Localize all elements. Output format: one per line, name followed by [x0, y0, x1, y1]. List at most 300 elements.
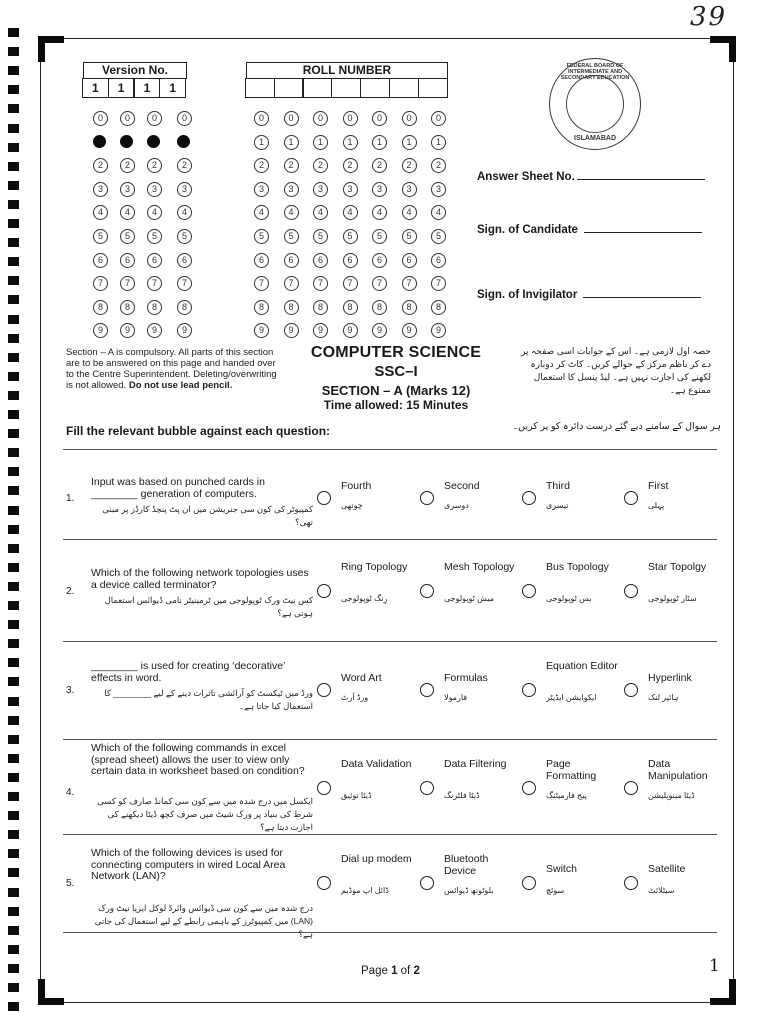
class-title: SSC–I — [374, 363, 418, 380]
roll-bubble[interactable]: 6 — [372, 253, 387, 268]
timing-mark — [8, 429, 19, 438]
page-total: 2 — [413, 965, 420, 977]
timing-mark — [8, 525, 19, 534]
answer-option[interactable] — [522, 836, 618, 926]
roll-bubble[interactable]: 1 — [431, 135, 446, 150]
instructions-warning: Do not use lead pencil. — [128, 380, 233, 391]
roll-bubble[interactable]: 0 — [372, 111, 387, 126]
question-text-urdu: ورڈ میں ٹیکسٹ کو آرائشی تاثرات دینے کے لیے ________ کا استعمال کیا جاتا ہے۔ — [104, 688, 313, 711]
timing-mark — [8, 639, 19, 648]
answer-option-urdu: سوئچ — [546, 886, 565, 895]
roll-bubble[interactable]: 4 — [254, 205, 269, 220]
answer-option-urdu: پہلی — [648, 501, 665, 510]
roll-bubble[interactable]: 4 — [313, 205, 328, 220]
roll-bubble[interactable]: 8 — [431, 300, 446, 315]
timing-mark — [8, 620, 19, 629]
answer-option-label: Bluetooth Device — [444, 853, 489, 877]
roll-bubble[interactable]: 0 — [343, 111, 358, 126]
roll-bubble[interactable]: 7 — [343, 276, 358, 291]
answer-option-label: Formulas — [444, 672, 488, 684]
answer-option[interactable] — [317, 741, 413, 831]
exam-title-block — [291, 344, 501, 412]
subject-title: COMPUTER SCIENCE — [310, 344, 482, 361]
timing-mark — [8, 945, 19, 954]
version-bubble[interactable]: 3 — [120, 182, 135, 197]
answer-option-label: Data Filtering — [444, 758, 507, 770]
answer-bubble[interactable] — [624, 491, 638, 505]
version-bubble[interactable]: 9 — [147, 323, 162, 338]
timing-mark — [8, 601, 19, 610]
version-bubble[interactable]: 0 — [147, 111, 162, 126]
timing-mark — [8, 658, 19, 667]
answer-option-label: Dial up modem — [341, 853, 412, 865]
roll-bubble[interactable]: 7 — [431, 276, 446, 291]
page-middle: of — [397, 965, 414, 977]
answer-option-label: Third — [546, 480, 570, 492]
roll-bubble[interactable]: 5 — [431, 229, 446, 244]
roll-digit-cell[interactable] — [418, 78, 448, 98]
candidate-signature-field[interactable] — [477, 222, 702, 236]
roll-bubble[interactable]: 9 — [313, 323, 328, 338]
timing-mark — [8, 563, 19, 572]
roll-digit-cell[interactable] — [274, 78, 304, 98]
answer-option[interactable] — [420, 741, 516, 831]
answer-option-label: Bus Topology — [546, 561, 609, 573]
question-divider — [63, 739, 717, 740]
answer-option[interactable] — [624, 741, 720, 831]
version-bubble[interactable] — [177, 135, 190, 148]
question-text: Which of the following commands in excel (spread sheet) allows the user to view only certain data in worksheet based on condition? — [91, 742, 305, 777]
question-divider — [63, 449, 717, 450]
answer-option[interactable] — [420, 643, 516, 733]
page-current: 1 — [391, 965, 398, 977]
version-bubble[interactable] — [120, 135, 133, 148]
roll-bubble[interactable]: 7 — [372, 276, 387, 291]
version-bubble[interactable]: 8 — [147, 300, 162, 315]
answer-sheet — [40, 38, 734, 1003]
roll-digit-cell[interactable] — [302, 78, 332, 98]
corner-mark-top-left — [38, 36, 64, 62]
answer-option-label: Ring Topology — [341, 561, 408, 573]
answer-option-label: Second — [444, 480, 480, 492]
version-bubble[interactable]: 5 — [147, 229, 162, 244]
timing-mark — [8, 200, 19, 209]
version-bubble[interactable]: 3 — [147, 182, 162, 197]
answer-option[interactable] — [522, 544, 618, 634]
roll-bubble[interactable]: 2 — [402, 158, 417, 173]
question-row — [41, 643, 733, 733]
answer-option-urdu: سٹار ٹوپولوجی — [648, 594, 697, 603]
invigilator-signature-blank[interactable] — [583, 287, 701, 298]
answer-option-label: Satellite — [648, 863, 686, 875]
roll-bubble[interactable]: 6 — [431, 253, 446, 268]
roll-bubble[interactable]: 2 — [284, 158, 299, 173]
version-bubble[interactable]: 7 — [93, 276, 108, 291]
timing-mark — [8, 868, 19, 877]
roll-bubble[interactable]: 3 — [343, 182, 358, 197]
timing-mark — [8, 1002, 19, 1011]
version-bubble[interactable]: 0 — [93, 111, 108, 126]
answer-option-urdu: ڈیٹا فلٹرنگ — [444, 791, 480, 800]
corner-mark-bottom-left — [38, 979, 64, 1005]
version-digit: 1 — [159, 78, 186, 98]
roll-bubble[interactable]: 1 — [402, 135, 417, 150]
answer-bubble[interactable] — [522, 781, 536, 795]
version-bubble[interactable]: 6 — [177, 253, 192, 268]
roll-bubble[interactable]: 9 — [284, 323, 299, 338]
roll-bubble[interactable]: 6 — [284, 253, 299, 268]
answer-option[interactable] — [624, 451, 720, 541]
roll-bubble[interactable]: 0 — [284, 111, 299, 126]
roll-bubble[interactable]: 7 — [254, 276, 269, 291]
answer-option-urdu: ہائپر لنک — [648, 693, 679, 702]
answer-bubble[interactable] — [420, 584, 434, 598]
timing-mark — [8, 907, 19, 916]
roll-bubble[interactable]: 7 — [313, 276, 328, 291]
roll-bubble[interactable]: 6 — [313, 253, 328, 268]
timing-mark — [8, 104, 19, 113]
answer-option-urdu: فارمولا — [444, 693, 468, 702]
timing-mark — [8, 85, 19, 94]
timing-mark — [8, 181, 19, 190]
fill-instruction-urdu: ہر سوال کے سامنے دیے گئے درست دائرہ کو پر کریں۔ — [512, 421, 721, 432]
roll-bubble[interactable]: 9 — [402, 323, 417, 338]
version-bubble[interactable]: 6 — [147, 253, 162, 268]
roll-bubble[interactable]: 1 — [313, 135, 328, 150]
time-allowed: Time allowed: 15 Minutes — [323, 398, 469, 412]
roll-bubble[interactable]: 1 — [372, 135, 387, 150]
roll-bubble[interactable]: 6 — [254, 253, 269, 268]
roll-bubble[interactable]: 4 — [372, 205, 387, 220]
timing-mark — [8, 467, 19, 476]
answer-bubble[interactable] — [317, 876, 331, 890]
answer-bubble[interactable] — [624, 683, 638, 697]
version-bubble[interactable]: 4 — [147, 205, 162, 220]
answer-option[interactable] — [420, 451, 516, 541]
roll-bubble[interactable]: 8 — [343, 300, 358, 315]
timing-mark — [8, 124, 19, 133]
version-bubble[interactable] — [147, 135, 160, 148]
roll-bubble[interactable]: 0 — [313, 111, 328, 126]
roll-bubble[interactable]: 6 — [343, 253, 358, 268]
roll-bubble[interactable]: 4 — [431, 205, 446, 220]
timing-mark — [8, 964, 19, 973]
answer-option-urdu: پیج فارمیٹنگ — [546, 791, 587, 800]
question-text: Which of the following devices is used for connecting computers in wired Local Area Network (LAN)? — [91, 847, 286, 882]
timing-mark — [8, 677, 19, 686]
timing-mark — [8, 28, 19, 37]
answer-option[interactable] — [522, 451, 618, 541]
corner-mark-top-right — [710, 36, 736, 62]
board-seal-logo — [549, 58, 641, 150]
version-bubble[interactable]: 4 — [177, 205, 192, 220]
timing-mark — [8, 849, 19, 858]
answer-bubble[interactable] — [420, 781, 434, 795]
timing-mark — [8, 448, 19, 457]
answer-bubble[interactable] — [624, 584, 638, 598]
roll-number-title: ROLL NUMBER — [246, 62, 448, 79]
answer-option-label: Hyperlink — [648, 672, 692, 684]
version-bubble[interactable]: 7 — [177, 276, 192, 291]
corner-mark-bottom-right — [710, 979, 736, 1005]
roll-bubble[interactable]: 4 — [343, 205, 358, 220]
roll-bubble[interactable]: 8 — [372, 300, 387, 315]
roll-digit-cell[interactable] — [331, 78, 361, 98]
seal-bottom-text: ISLAMABAD — [574, 135, 616, 142]
version-bubble[interactable]: 0 — [120, 111, 135, 126]
roll-digit-cell[interactable] — [389, 78, 419, 98]
version-bubble[interactable] — [93, 135, 106, 148]
roll-bubble[interactable]: 0 — [254, 111, 269, 126]
roll-bubble[interactable]: 1 — [254, 135, 269, 150]
roll-bubble[interactable]: 2 — [372, 158, 387, 173]
version-bubble[interactable]: 2 — [93, 158, 108, 173]
answer-option-label: Switch — [546, 863, 577, 875]
answer-option[interactable] — [522, 741, 618, 831]
version-bubble[interactable]: 5 — [177, 229, 192, 244]
answer-option-label: Page Formatting — [546, 758, 597, 782]
version-digits — [83, 78, 186, 98]
timing-mark — [8, 773, 19, 782]
answer-bubble[interactable] — [522, 491, 536, 505]
answer-bubble[interactable] — [522, 876, 536, 890]
roll-bubble[interactable]: 5 — [372, 229, 387, 244]
answer-option-urdu: بلوٹوتھ ڈیوائس — [444, 886, 494, 895]
question-divider — [63, 834, 717, 835]
question-row — [41, 741, 733, 831]
timing-mark — [8, 697, 19, 706]
roll-bubble[interactable]: 3 — [284, 182, 299, 197]
question-number: 4. — [66, 787, 75, 798]
version-bubble[interactable]: 4 — [120, 205, 135, 220]
page-indicator — [361, 965, 420, 977]
timing-mark — [8, 353, 19, 362]
version-bubble[interactable]: 0 — [177, 111, 192, 126]
timing-mark — [8, 334, 19, 343]
answer-option-urdu: ڈیٹا توثیق — [341, 791, 372, 800]
answer-sheet-no-blank[interactable] — [577, 169, 705, 180]
question-text-urdu: درج شدہ میں سے کون سی ڈیوائس وائرڈ لوکل ایریا نیٹ ورک (LAN) میں کمپیوٹرز کے باہمی رابطے کے لیے استعمال کی جاتی ہے؟ — [94, 903, 313, 939]
roll-bubble[interactable]: 7 — [402, 276, 417, 291]
version-bubble[interactable]: 2 — [120, 158, 135, 173]
answer-option[interactable] — [420, 544, 516, 634]
timing-mark — [8, 830, 19, 839]
roll-bubble[interactable]: 8 — [313, 300, 328, 315]
seal-top-text: FEDERAL BOARD OF INTERMEDIATE AND SECONDARY EDUCATION — [560, 63, 630, 81]
version-digit: 1 — [82, 78, 109, 98]
version-bubble[interactable]: 2 — [177, 158, 192, 173]
roll-digit-cell[interactable] — [360, 78, 390, 98]
timing-mark — [8, 888, 19, 897]
answer-option-urdu: چوتھی — [341, 501, 363, 510]
version-bubble[interactable]: 5 — [120, 229, 135, 244]
answer-option[interactable] — [624, 836, 720, 926]
answer-option-urdu: میش ٹوپولوجی — [444, 594, 495, 603]
timing-mark — [8, 295, 19, 304]
answer-bubble[interactable] — [420, 683, 434, 697]
instructions-urdu: حصہ اول لازمی ہے۔ اس کے جوابات اسی صفحہ پر دے کر ناظم مرکز کے حوالے کریں۔ کاٹ کر دوبارہ لکھنے کی اجازت نہیں ہے۔ لیڈ پنسل کا استعمال ممنوع ہے۔ — [521, 346, 711, 395]
timing-mark — [8, 315, 19, 324]
answer-bubble[interactable] — [624, 876, 638, 890]
roll-bubble[interactable]: 1 — [284, 135, 299, 150]
answer-bubble[interactable] — [317, 683, 331, 697]
handwritten-page-number: 39 — [690, 2, 728, 32]
question-row — [41, 451, 733, 541]
answer-option[interactable] — [317, 451, 413, 541]
roll-bubble[interactable]: 1 — [343, 135, 358, 150]
answer-option-urdu: تیسری — [546, 501, 569, 510]
version-bubble[interactable]: 7 — [120, 276, 135, 291]
version-bubble[interactable]: 6 — [93, 253, 108, 268]
version-bubble[interactable]: 8 — [177, 300, 192, 315]
version-bubble[interactable]: 6 — [120, 253, 135, 268]
question-number: 2. — [66, 586, 75, 597]
roll-bubble[interactable]: 5 — [254, 229, 269, 244]
timing-mark — [8, 582, 19, 591]
answer-option[interactable] — [317, 836, 413, 926]
answer-option-label: Mesh Topology — [444, 561, 515, 573]
version-bubble[interactable]: 7 — [147, 276, 162, 291]
timing-marks — [8, 28, 20, 1024]
roll-bubble[interactable]: 9 — [431, 323, 446, 338]
timing-mark — [8, 486, 19, 495]
answer-option-label: Word Art — [341, 672, 382, 684]
roll-bubble[interactable]: 4 — [402, 205, 417, 220]
timing-mark — [8, 162, 19, 171]
answer-bubble[interactable] — [420, 491, 434, 505]
timing-mark — [8, 238, 19, 247]
version-bubble[interactable]: 4 — [93, 205, 108, 220]
roll-bubble[interactable]: 9 — [343, 323, 358, 338]
version-bubble[interactable]: 9 — [93, 323, 108, 338]
roll-bubble[interactable]: 4 — [284, 205, 299, 220]
roll-bubble[interactable]: 2 — [254, 158, 269, 173]
timing-mark — [8, 219, 19, 228]
answer-sheet-no-label: Answer Sheet No. — [477, 171, 575, 183]
roll-bubble[interactable]: 2 — [313, 158, 328, 173]
timing-mark — [8, 47, 19, 56]
answer-bubble[interactable] — [522, 584, 536, 598]
roll-bubble[interactable]: 9 — [372, 323, 387, 338]
answer-option[interactable] — [317, 544, 413, 634]
timing-mark — [8, 926, 19, 935]
answer-bubble[interactable] — [420, 876, 434, 890]
instructions-english — [66, 347, 284, 391]
roll-bubble[interactable]: 3 — [372, 182, 387, 197]
version-bubble[interactable]: 9 — [177, 323, 192, 338]
roll-bubble[interactable]: 8 — [254, 300, 269, 315]
candidate-signature-label: Sign. of Candidate — [477, 224, 578, 236]
timing-mark — [8, 811, 19, 820]
invigilator-signature-label: Sign. of Invigilator — [477, 289, 578, 301]
roll-bubble[interactable]: 2 — [431, 158, 446, 173]
timing-mark — [8, 506, 19, 515]
timing-mark — [8, 754, 19, 763]
answer-option-label: Data Validation — [341, 758, 412, 770]
roll-bubble[interactable]: 5 — [284, 229, 299, 244]
roll-digit-cell[interactable] — [245, 78, 275, 98]
question-text: Which of the following network topologies uses a device called terminator? — [91, 567, 309, 591]
answer-sheet-no-field[interactable] — [477, 169, 705, 183]
roll-bubble[interactable]: 0 — [402, 111, 417, 126]
version-bubble[interactable]: 8 — [120, 300, 135, 315]
answer-option[interactable] — [522, 643, 618, 733]
answer-option-label: Star Topolgy — [648, 561, 707, 573]
answer-bubble[interactable] — [624, 781, 638, 795]
answer-option-urdu: بس ٹوپولوجی — [546, 594, 592, 603]
answer-bubble[interactable] — [317, 781, 331, 795]
question-divider — [63, 641, 717, 642]
answer-option[interactable] — [420, 836, 516, 926]
roll-bubble[interactable]: 6 — [402, 253, 417, 268]
timing-mark — [8, 391, 19, 400]
roll-bubble[interactable]: 8 — [284, 300, 299, 315]
roll-bubble[interactable]: 5 — [343, 229, 358, 244]
invigilator-signature-field[interactable] — [477, 287, 701, 301]
roll-bubble[interactable]: 3 — [254, 182, 269, 197]
answer-option[interactable] — [317, 643, 413, 733]
page-prefix: Page — [361, 965, 392, 977]
question-text-urdu: ایکسل میں درج شدہ میں سے کون سی کمانڈ صارف کو کسی شرط کی بنیاد پر ورک شیٹ میں صرف کچھ ڈیٹا دیکھنے کی اجازت دیتا ہے؟ — [97, 796, 313, 832]
fill-instruction: Fill the relevant bubble against each question: — [66, 424, 331, 438]
question-number: 5. — [66, 878, 75, 889]
question-number: 3. — [66, 685, 75, 696]
roll-bubble[interactable]: 5 — [313, 229, 328, 244]
timing-mark — [8, 276, 19, 285]
roll-number-cells[interactable] — [246, 78, 448, 98]
timing-mark — [8, 716, 19, 725]
version-bubble[interactable]: 3 — [177, 182, 192, 197]
roll-bubble[interactable]: 3 — [313, 182, 328, 197]
version-bubble[interactable]: 2 — [147, 158, 162, 173]
timing-mark — [8, 983, 19, 992]
roll-bubble[interactable]: 9 — [254, 323, 269, 338]
roll-bubble[interactable]: 2 — [343, 158, 358, 173]
question-text-urdu: کمپیوٹر کی کون سی جنریشن میں ان پٹ پنچڈ کارڈز پر مبنی تھی؟ — [102, 504, 313, 527]
roll-bubble[interactable]: 3 — [431, 182, 446, 197]
roll-bubble[interactable]: 0 — [431, 111, 446, 126]
answer-option[interactable] — [624, 643, 720, 733]
answer-option-label: Fourth — [341, 480, 372, 492]
roll-bubble[interactable]: 8 — [402, 300, 417, 315]
timing-mark — [8, 792, 19, 801]
question-row — [41, 544, 733, 634]
timing-mark — [8, 257, 19, 266]
roll-bubble[interactable]: 7 — [284, 276, 299, 291]
timing-mark — [8, 372, 19, 381]
version-bubble[interactable]: 3 — [93, 182, 108, 197]
version-bubble[interactable]: 9 — [120, 323, 135, 338]
question-text: ________ is used for creating ‘decorative’ effects in word. — [91, 660, 285, 684]
section-title: SECTION – A (Marks 12) — [321, 383, 471, 398]
answer-option[interactable] — [624, 544, 720, 634]
version-bubble[interactable]: 5 — [93, 229, 108, 244]
corner-page-number: 1 — [709, 956, 720, 976]
version-bubble[interactable]: 8 — [93, 300, 108, 315]
roll-bubble[interactable]: 5 — [402, 229, 417, 244]
answer-bubble[interactable] — [317, 584, 331, 598]
candidate-signature-blank[interactable] — [584, 222, 702, 233]
answer-bubble[interactable] — [317, 491, 331, 505]
answer-option-label: Data Manipulation — [648, 758, 708, 782]
answer-bubble[interactable] — [522, 683, 536, 697]
roll-bubble[interactable]: 3 — [402, 182, 417, 197]
timing-mark — [8, 410, 19, 419]
answer-option-urdu: رِنگ ٹوپولوجی — [341, 594, 388, 603]
answer-option-label: Equation Editor — [546, 660, 618, 672]
question-text: Input was based on punched cards in ________ generation of computers. — [91, 476, 265, 500]
answer-option-urdu: ڈیٹا مینوپلیشن — [648, 791, 695, 800]
